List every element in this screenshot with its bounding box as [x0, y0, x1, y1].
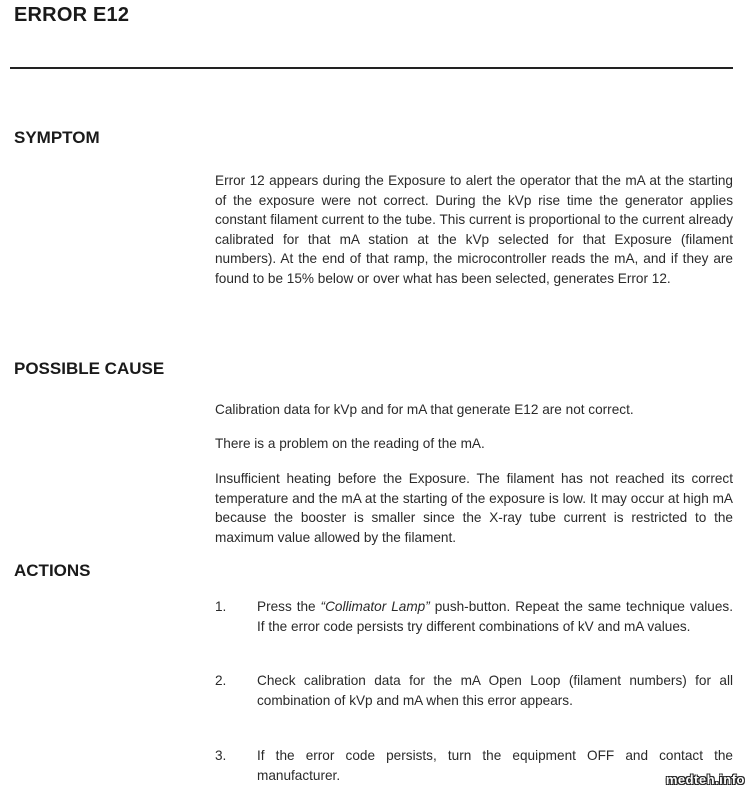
symptom-heading: SYMPTOM — [14, 128, 100, 147]
cause-item-1: Calibration data for kVp and for mA that generate E12 are not correct. — [215, 402, 634, 417]
cause-item-2: There is a problem on the reading of the mA. — [215, 436, 485, 451]
possible-cause-heading: POSSIBLE CAUSE — [14, 359, 165, 378]
symptom-text: Error 12 appears during the Exposure to alert the operator that the mA at the starting of the exposure were not correct. During the kVp rise time the generator applies constant filament current to the tube. This current is proportional to the current already calibrated for that mA station at the kVp selected for that Exposure (filament numbers). At the end of that ramp, the microcontroller reads the mA, and if they are found to be 15% below or over what has been selected, generates Error 12. — [215, 173, 733, 286]
action-number: 3. — [215, 748, 227, 763]
collimator-lamp-label: “Collimator Lamp” — [320, 599, 430, 614]
actions-heading: ACTIONS — [14, 561, 91, 580]
action-text-prefix: Press the — [257, 599, 321, 614]
action-number: 1. — [215, 599, 227, 614]
action-text-suffix: push-button. Repeat the same technique values. If the error code persists try different combinations of kV and mA values. — [257, 599, 733, 634]
action-text — [257, 597, 733, 636]
action-item-2 — [215, 671, 733, 710]
page-title: ERROR E12 — [14, 4, 130, 26]
cause-item-3: Insufficient heating before the Exposure. The filament has not reached its correct temperature and the mA at the starting of the exposure is low. It may occur at high mA because the booster is smaller since the X-ray tube current is restricted to the maximum value allowed by the filament. — [215, 471, 733, 545]
action-text: If the error code persists, turn the equipment OFF and contact the manufacturer. — [257, 748, 733, 783]
action-item-1 — [215, 597, 733, 636]
watermark: medteh.info — [665, 772, 745, 787]
action-item-3 — [215, 746, 733, 785]
action-text: Check calibration data for the mA Open Loop (filament numbers) for all combination of kVp and mA when this error appears. — [257, 673, 733, 708]
action-number: 2. — [215, 673, 227, 688]
title-divider — [10, 67, 733, 69]
